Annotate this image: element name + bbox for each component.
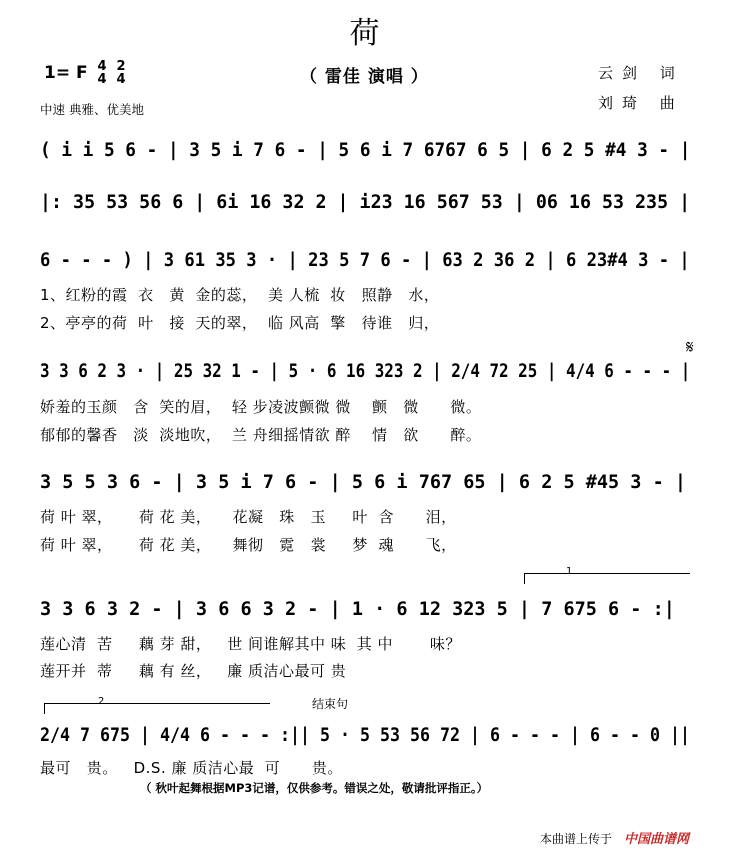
ending-phrase-label: 结束句 xyxy=(312,697,349,711)
lyrics-row-1: 1、红粉的霞 衣 黄 金的蕊， 美 人梳 妆 照静 水， xyxy=(40,286,440,304)
first-ending-bracket xyxy=(524,573,690,584)
key-signature-text: 1= F xyxy=(44,63,88,83)
notation-row-7: 2/4 7 675 | 4/4 6 - - - :|| 5 · 5 53 56 72 | 6 - - - | 6 - - 0 || xyxy=(40,724,690,746)
first-ending-number: 1 xyxy=(566,566,573,577)
lyrics-row-6: 荷 叶 翠， 荷 花 美， 舞彻 霓 裳 梦 魂 飞， xyxy=(40,536,457,554)
notation-row-3: 6 - - - ) | 3 61 35 3 · | 23 5 7 6 - | 63 2 36 2 | 6 23#4 3 - | xyxy=(40,249,690,271)
footnote: （ 秋叶起舞根据MP3记谱，仅供参考。错误之处，敬请批评指正。） xyxy=(140,781,489,795)
second-ending-number: 2 xyxy=(98,696,105,707)
lyrics-row-7: 莲心清 苦 藕 芽 甜， 世 间谁解其中 味 其 中 味？ xyxy=(40,635,461,653)
time-signature-alt: 2 4 xyxy=(116,59,126,87)
performer-credit: （ 雷佳 演唱 ） xyxy=(300,67,429,87)
lyrics-row-5: 荷 叶 翠， 荷 花 美， 花凝 珠 玉 叶 含 泪， xyxy=(40,508,457,526)
tempo-marking: 中速 典雅、优美地 xyxy=(40,102,144,117)
composer-credit: 刘琦 曲 xyxy=(598,94,684,112)
lyrics-row-2: 2、亭亭的荷 叶 接 天的翠， 临 风高 擎 待谁 归， xyxy=(40,314,440,332)
upload-note: 本曲谱上传于 xyxy=(540,832,613,846)
key-signature xyxy=(44,60,126,86)
notation-row-5: 3 5 5 3 6 - | 3 5 i 7 6 - | 5 6 i 767 65 | 6 2 5 #45 3 - | xyxy=(40,471,687,493)
notation-row-2: |: 35 53 56 6 | 6i 16 32 2 | i23 16 567 53 | 06 16 53 235 | xyxy=(40,191,691,213)
second-ending-bracket xyxy=(44,703,270,714)
lyrics-row-8: 莲开并 蒂 藕 有 丝， 廉 质洁心最可 贵 xyxy=(40,662,347,680)
lyrics-row-3: 娇羞的玉颜 含 笑的眉， 轻 步凌波颤微 微 颤 微 微。 xyxy=(40,398,482,416)
lyricist-credit: 云剑 词 xyxy=(598,64,684,82)
site-logo: 中国曲谱网 xyxy=(624,832,690,847)
lyrics-row-9: 最可 贵。 D.S. 廉 质洁心最 可 贵。 xyxy=(40,759,343,777)
lyrics-row-4: 郁郁的馨香 淡 淡地吹， 兰 舟细摇情欲 醉 情 欲 醉。 xyxy=(40,426,482,444)
notation-row-1: ( i i 5 6 - | 3 5 i 7 6 - | 5 6 i 7 6767 6 5 | 6 2 5 #4 3 - | xyxy=(40,139,691,161)
notation-row-4: 3 3 6 2 3 · | 25 32 1 - | 5 · 6 16 323 2 | 2/4 72 25 | 4/4 6 - - - | xyxy=(40,360,691,382)
song-title: 荷 xyxy=(349,16,380,51)
notation-row-6: 3 3 6 3 2 - | 3 6 6 3 2 - | 1 · 6 12 323 5 | 7 675 6 - :| xyxy=(40,598,675,620)
time-signature: 4 4 xyxy=(97,59,107,87)
segno-sign: 𝄋 xyxy=(686,337,694,358)
